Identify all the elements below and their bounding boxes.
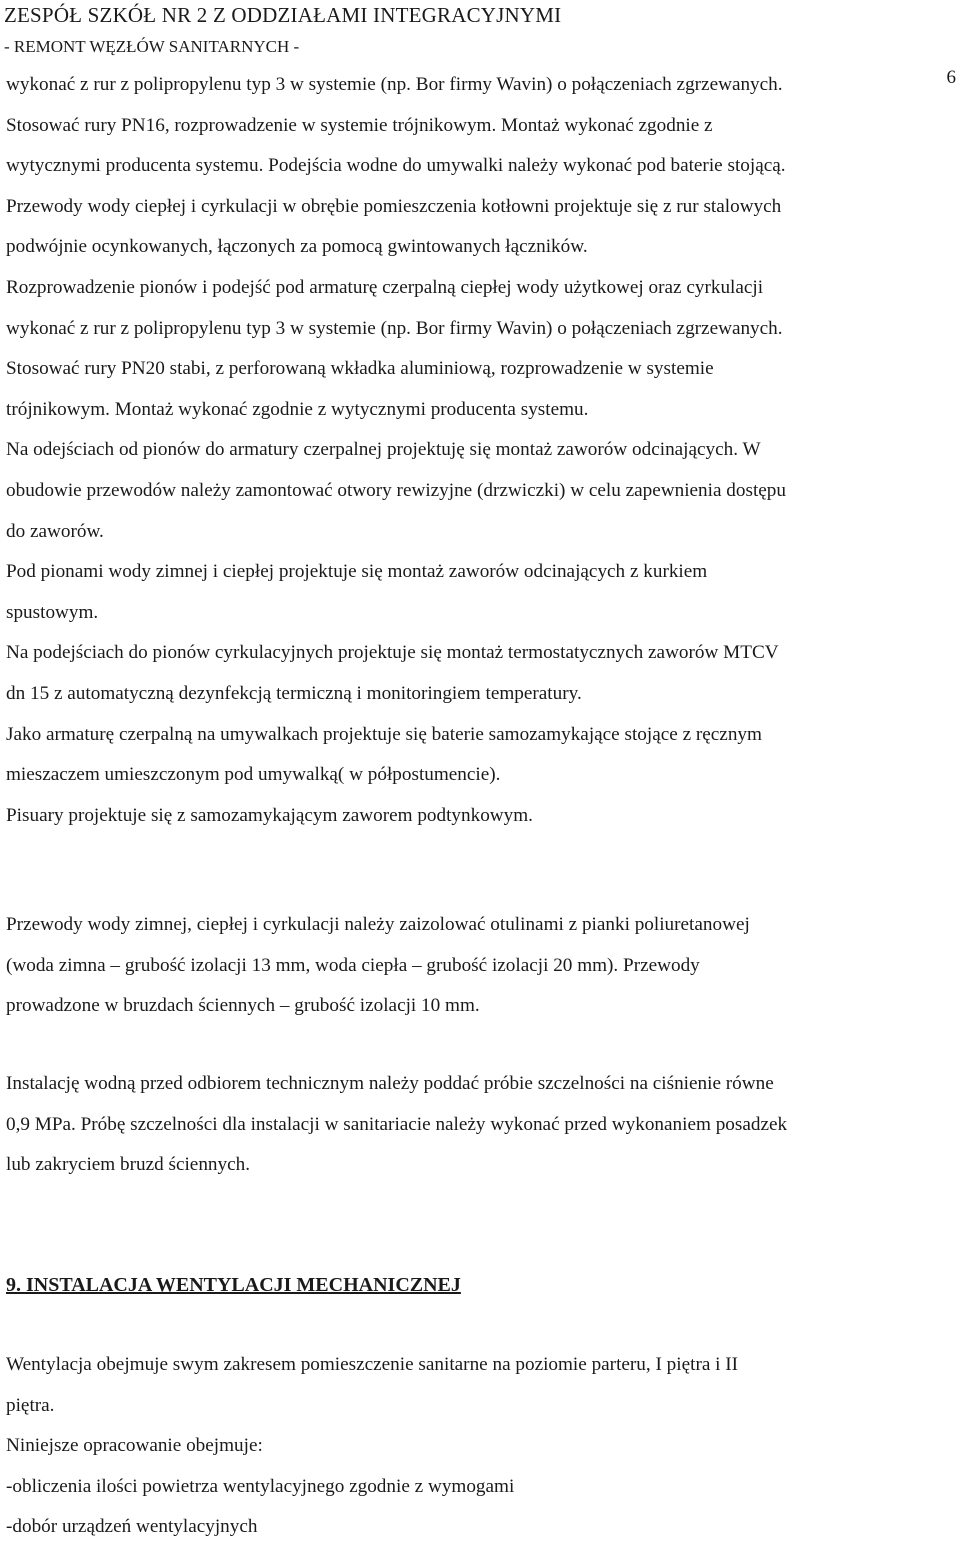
paragraph-pressure-test <box>6 1064 952 1186</box>
text-line: dn 15 z automatyczną dezynfekcją termiczną i monitoringiem temperatury. <box>6 682 582 704</box>
text-line: spustowym. <box>6 601 99 623</box>
text-line: Wentylacja obejmuje swym zakresem pomieszczenie sanitarne na poziomie parteru, I piętra i II <box>6 1354 739 1375</box>
page-number: 6 <box>946 67 956 88</box>
text-line: wykonać z rur z polipropylenu typ 3 w systemie (np. Bor firmy Wavin) o połączeniach zgrzewanych. <box>6 74 783 95</box>
text-line: Na odejściach od pionów do armatury czerpalnej projektuję się montaż zaworów odcinających. W <box>6 439 761 461</box>
text-line: wykonać z rur z polipropylenu typ 3 w systemie (np. Bor firmy Wavin) o połączeniach zgrzewanych. <box>6 317 783 339</box>
text-line: Rozprowadzenie pionów i podejść pod armaturę czerpalną ciepłej wody użytkowej oraz cyrkulacji <box>6 276 764 298</box>
text-line: Stosować rury PN20 stabi, z perforowaną wkładka aluminiową, rozprowadzenie w systemie <box>6 358 714 380</box>
text-line: Przewody wody zimnej, ciepłej i cyrkulacji należy zaizolować otulinami z pianki poliuretanowej <box>6 914 750 935</box>
header-title: ZESPÓŁ SZKÓŁ NR 2 Z ODDZIAŁAMI INTEGRACYJNYMI <box>4 3 562 27</box>
text-line: Pod pionami wody zimnej i ciepłej projektuje się montaż zaworów odcinających z kurkiem <box>6 561 708 583</box>
text-line: Jako armaturę czerpalną na umywalkach projektuje się baterie samozamykające stojące z ręcznym <box>6 723 762 745</box>
header-subtitle: - REMONT WĘZŁÓW SANITARNYCH - <box>4 37 300 56</box>
text-line: (woda zimna – grubość izolacji 13 mm, woda ciepła – grubość izolacji 20 mm). Przewody <box>6 954 700 976</box>
text-line: mieszaczem umieszczonym pod umywalką( w półpostumencie). <box>6 764 501 786</box>
paragraph-ventilation <box>6 1345 952 1548</box>
text-line: podwójnie ocynkowanych, łączonych za pomocą gwintowanych łączników. <box>6 236 588 258</box>
text-line: -obliczenia ilości powietrza wentylacyjnego zgodnie z wymogami <box>6 1475 515 1497</box>
text-line: Przewody wody ciepłej i cyrkulacji w obrębie pomieszczenia kotłowni projektuje się z rur stalowych <box>6 195 782 217</box>
text-line: piętra. <box>6 1394 55 1416</box>
text-line: do zaworów. <box>6 520 104 542</box>
paragraph-water-installation <box>6 65 952 836</box>
text-line: prowadzone w bruzdach ściennych – grubość izolacji 10 mm. <box>6 995 480 1017</box>
text-line: Instalację wodną przed odbiorem technicznym należy poddać próbie szczelności na ciśnienie równe <box>6 1073 774 1094</box>
section-heading: 9. INSTALACJA WENTYLACJI MECHANICZNEJ <box>6 1274 461 1296</box>
text-line: trójnikowym. Montaż wykonać zgodnie z wytycznymi producenta systemu. <box>6 398 589 420</box>
text-line: lub zakryciem bruzd ściennych. <box>6 1154 251 1176</box>
text-line: -dobór urządzeń wentylacyjnych <box>6 1516 258 1538</box>
text-line: Stosować rury PN16, rozprowadzenie w systemie trójnikowym. Montaż wykonać zgodnie z <box>6 114 713 136</box>
text-line: 0,9 MPa. Próbę szczelności dla instalacji w sanitariacie należy wykonać przed wykonaniem posadzek <box>6 1113 788 1135</box>
text-line: Na podejściach do pionów cyrkulacyjnych projektuje się montaż termostatycznych zaworów MTCV <box>6 642 779 664</box>
text-line: Niniejsze opracowanie obejmuje: <box>6 1435 263 1457</box>
text-line: wytycznymi producenta systemu. Podejścia wodne do umywalki należy wykonać pod baterie stojącą. <box>6 155 786 177</box>
text-line: obudowie przewodów należy zamontować otwory rewizyjne (drzwiczki) w celu zapewnienia dostępu <box>6 479 786 501</box>
text-line: Pisuary projektuje się z samozamykającym zaworem podtynkowym. <box>6 804 533 826</box>
paragraph-insulation <box>6 905 952 1027</box>
